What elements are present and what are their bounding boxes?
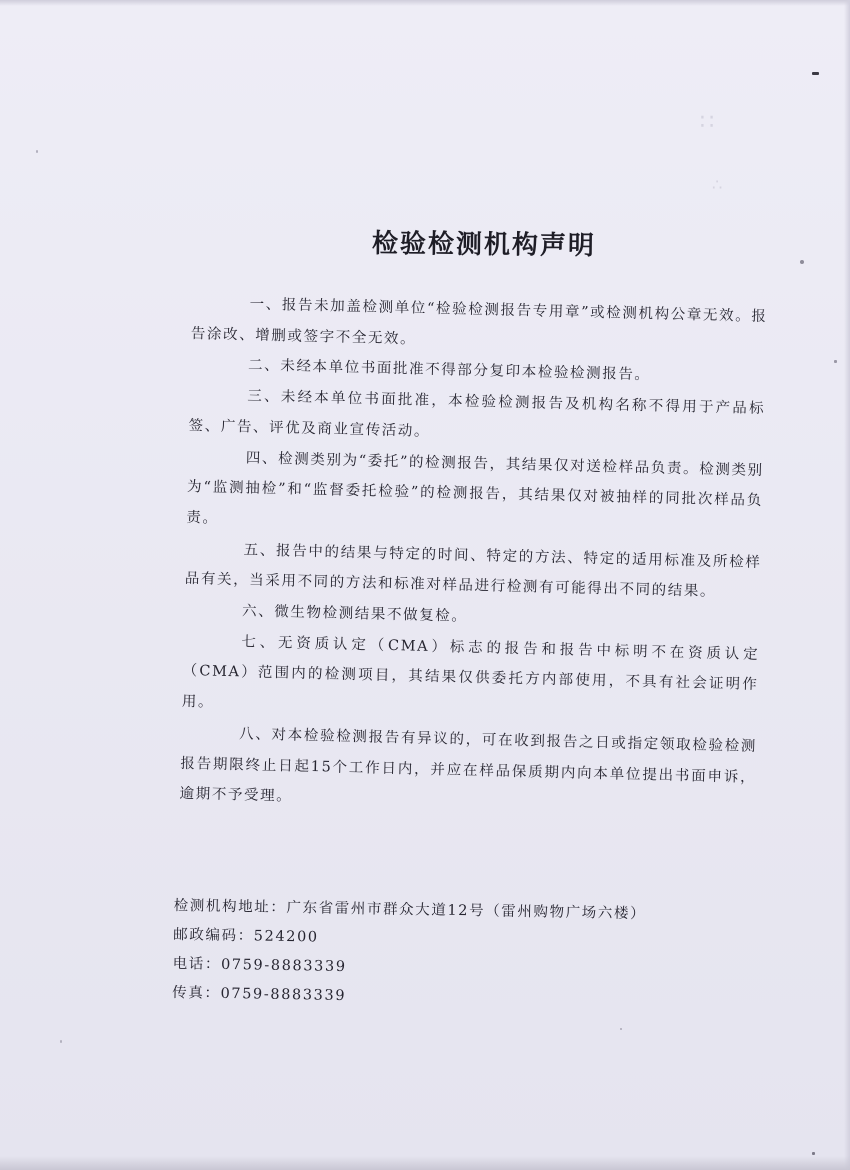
clause-7: 七、无资质认定（CMA）标志的报告和报告中标明不在资质认定（CMA）范围内的检测项目，其结果仅供委托方内部使用，不具有社会证明作用。: [181, 634, 760, 711]
fax-number: 传真：0759-8883339: [172, 984, 347, 1005]
page-right-shadow: [844, 0, 850, 1170]
scan-speck: [620, 1028, 622, 1030]
contact-block: [172, 892, 774, 1018]
clause-4: 四、检测类别为“委托”的检测报告，其结果仅对送检样品负责。检测类别为“监测抽检”和“监督委托检验”的检测报告，其结果仅对被抽样的同批次样品负责。: [186, 449, 764, 527]
postal-code: 邮政编码：524200: [173, 926, 319, 946]
page-bottom-shadow: [0, 1156, 850, 1170]
statement-clauses: [179, 288, 768, 824]
clause-6: 六、微生物检测结果不做复检。: [241, 603, 468, 625]
institution-address: 检测机构地址：广东省雷州市群众大道12号（雷州购物广场六楼）: [173, 897, 647, 923]
clause-3: 三、未经本单位书面批准，本检验检测报告及机构名称不得用于产品标签、广告、评优及商业宣传活动。: [188, 388, 766, 440]
bleed-through-mark: ∴: [712, 175, 723, 194]
clause-5: 五、报告中的结果与特定的时间、特定的方法、特定的适用标准及所检样品有关，当采用不同的方法和标准对样品进行检测有可能得出不同的结果。: [184, 541, 762, 601]
clause-8: 八、对本检验检测报告有异议的，可在收到报告之日或指定领取检验检测报告期限终止日起15个工作日内，并应在样品保质期内向本单位提出书面申诉，逾期不予受理。: [179, 726, 758, 805]
clause-1: 一、报告未加盖检测单位“检验检测报告专用章”或检测机构公章无效。报告涂改、增删或签字不全无效。: [190, 296, 768, 348]
bleed-through-mark: ∷: [700, 110, 714, 135]
scan-speck: [800, 260, 804, 264]
scan-speck: [36, 150, 38, 153]
page-top-shadow: [0, 0, 850, 6]
scan-speck: [812, 1152, 815, 1155]
scan-speck: [834, 360, 837, 363]
clause-2: 二、未经本单位书面批准不得部分复印本检验检测报告。: [247, 357, 651, 384]
scan-speck: [60, 1040, 62, 1043]
document-title: 检验检测机构声明: [371, 228, 597, 262]
phone-number: 电话：0759-8883339: [172, 955, 347, 976]
scan-speck: [812, 72, 819, 75]
